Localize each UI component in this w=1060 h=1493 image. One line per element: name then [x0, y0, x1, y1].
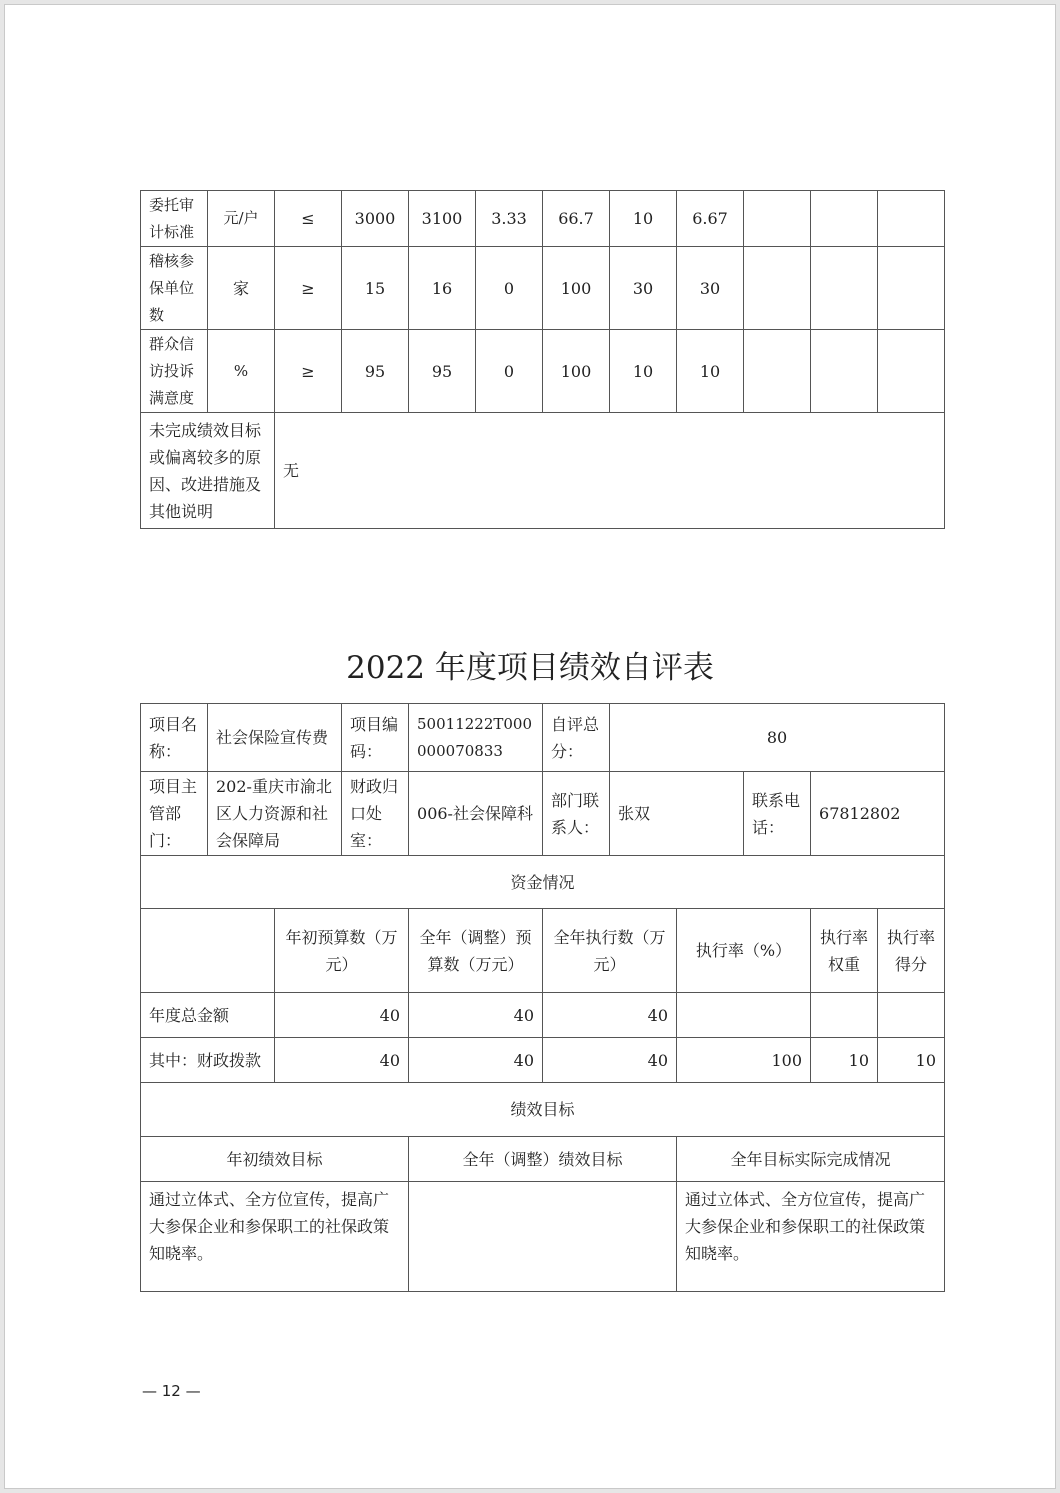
fiscal-initial: 40	[275, 1038, 409, 1083]
fiscal-label: 其中：财政拨款	[141, 1038, 275, 1083]
indicator-operator: ≤	[275, 191, 342, 247]
page-number: — 12 —	[142, 1382, 201, 1400]
empty-cell	[878, 330, 945, 413]
indicator-deviation: 0	[476, 247, 543, 330]
fiscal-score: 10	[878, 1038, 945, 1083]
funds-section-header: 资金情况	[141, 856, 945, 909]
indicator-target: 15	[342, 247, 409, 330]
empty-cell	[677, 993, 811, 1038]
page-title: 2022 年度项目绩效自评表	[346, 650, 714, 686]
indicator-unit: %	[208, 330, 275, 413]
finance-office-label: 财政归口处室：	[342, 772, 409, 856]
table-row	[141, 413, 945, 529]
self-score-label: 自评总分：	[543, 704, 610, 772]
total-label: 年度总金额	[141, 993, 275, 1038]
goal-actual-text: 通过立体式、全方位宣传，提高广大参保企业和参保职工的社保政策知晓率。	[677, 1182, 945, 1292]
table-row	[141, 1038, 945, 1083]
empty-cell	[811, 191, 878, 247]
empty-cell	[811, 330, 878, 413]
self-evaluation-table	[140, 703, 945, 1292]
phone-value: 67812802	[811, 772, 945, 856]
contact-value: 张双	[610, 772, 744, 856]
indicator-weight: 10	[610, 191, 677, 247]
empty-cell	[811, 247, 878, 330]
table-row	[141, 704, 945, 772]
total-adjusted: 40	[409, 993, 543, 1038]
indicator-target: 3000	[342, 191, 409, 247]
indicator-rate: 100	[543, 330, 610, 413]
indicator-deviation: 3.33	[476, 191, 543, 247]
goal-initial-text: 通过立体式、全方位宣传，提高广大参保企业和参保职工的社保政策知晓率。	[141, 1182, 409, 1292]
total-initial: 40	[275, 993, 409, 1038]
goal-adjusted-header: 全年（调整）绩效目标	[409, 1137, 677, 1182]
indicator-score: 30	[677, 247, 744, 330]
col-rate-score: 执行率得分	[878, 909, 945, 993]
table-row	[141, 1182, 945, 1292]
project-code: 50011222T000000070833	[409, 704, 543, 772]
goal-adjusted-text	[409, 1182, 677, 1292]
indicator-name: 稽核参保单位数	[141, 247, 208, 330]
indicator-name: 委托审计标准	[141, 191, 208, 247]
remark-value: 无	[275, 413, 945, 529]
col-adjusted-budget: 全年（调整）预算数（万元）	[409, 909, 543, 993]
remark-label: 未完成绩效目标或偏离较多的原因、改进措施及其他说明	[141, 413, 275, 529]
goals-section-header: 绩效目标	[141, 1083, 945, 1137]
total-executed: 40	[543, 993, 677, 1038]
empty-cell	[141, 909, 275, 993]
project-name: 社会保险宣传费	[208, 704, 342, 772]
empty-cell	[878, 993, 945, 1038]
indicator-score: 10	[677, 330, 744, 413]
phone-label: 联系电话：	[744, 772, 811, 856]
indicator-rate: 66.7	[543, 191, 610, 247]
indicator-operator: ≥	[275, 247, 342, 330]
indicator-operator: ≥	[275, 330, 342, 413]
table-row	[141, 330, 945, 413]
indicator-unit: 元/户	[208, 191, 275, 247]
col-rate-weight: 执行率权重	[811, 909, 878, 993]
col-executed: 全年执行数（万元）	[543, 909, 677, 993]
dept-label: 项目主管部门：	[141, 772, 208, 856]
col-initial-budget: 年初预算数（万元）	[275, 909, 409, 993]
col-exec-rate: 执行率（%）	[677, 909, 811, 993]
goal-actual-header: 全年目标实际完成情况	[677, 1137, 945, 1182]
indicator-rate: 100	[543, 247, 610, 330]
indicator-target: 95	[342, 330, 409, 413]
project-name-label: 项目名称：	[141, 704, 208, 772]
goal-initial-header: 年初绩效目标	[141, 1137, 409, 1182]
performance-indicator-table	[140, 190, 945, 529]
table-row	[141, 1137, 945, 1182]
indicator-actual: 3100	[409, 191, 476, 247]
table-row	[141, 993, 945, 1038]
fiscal-rate: 100	[677, 1038, 811, 1083]
table-row	[141, 856, 945, 909]
indicator-weight: 30	[610, 247, 677, 330]
table-row	[141, 247, 945, 330]
table-row	[141, 909, 945, 993]
empty-cell	[744, 191, 811, 247]
fiscal-adjusted: 40	[409, 1038, 543, 1083]
empty-cell	[744, 247, 811, 330]
self-score: 80	[610, 704, 945, 772]
finance-office-value: 006-社会保障科	[409, 772, 543, 856]
indicator-name: 群众信访投诉满意度	[141, 330, 208, 413]
indicator-actual: 95	[409, 330, 476, 413]
indicator-unit: 家	[208, 247, 275, 330]
indicator-deviation: 0	[476, 330, 543, 413]
empty-cell	[744, 330, 811, 413]
contact-label: 部门联系人：	[543, 772, 610, 856]
table-row	[141, 772, 945, 856]
indicator-score: 6.67	[677, 191, 744, 247]
dept-value: 202-重庆市渝北区人力资源和社会保障局	[208, 772, 342, 856]
fiscal-weight: 10	[811, 1038, 878, 1083]
table-row	[141, 1083, 945, 1137]
indicator-weight: 10	[610, 330, 677, 413]
indicator-actual: 16	[409, 247, 476, 330]
empty-cell	[878, 247, 945, 330]
empty-cell	[811, 993, 878, 1038]
table-row	[141, 191, 945, 247]
project-code-label: 项目编码：	[342, 704, 409, 772]
fiscal-executed: 40	[543, 1038, 677, 1083]
empty-cell	[878, 191, 945, 247]
